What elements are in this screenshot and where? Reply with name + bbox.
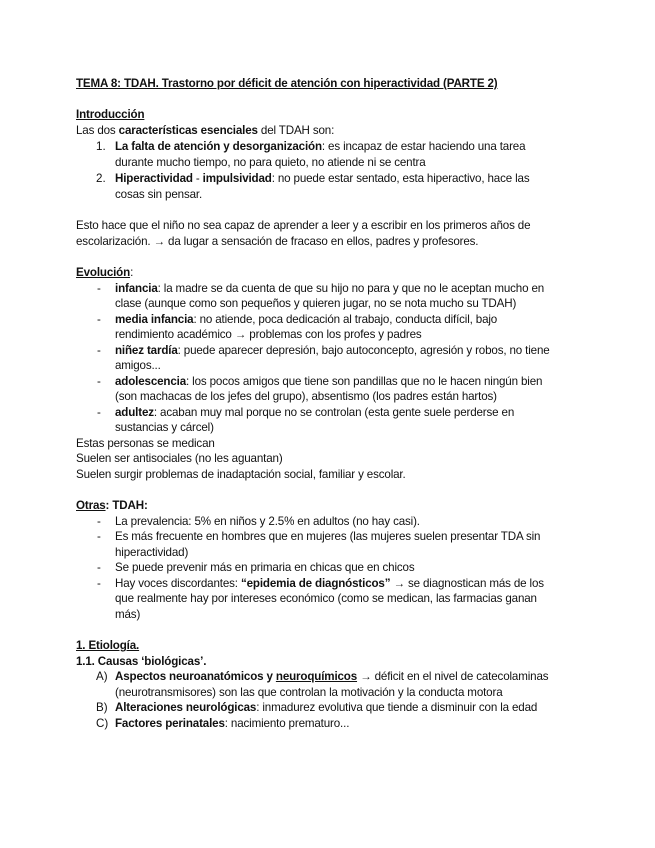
list-item-continuation: (neurotransmisores) son las que controlan la motivación y la conducta motora (115, 686, 503, 699)
list-marker: C) (96, 717, 109, 730)
list-marker: - (97, 530, 101, 543)
paragraph-line: escolarización. → da lugar a sensación de fracaso en ellos, padres y profesores. (76, 235, 479, 248)
paragraph-line: Esto hace que el niño no sea capaz de aprender a leer y a escribir en los primeros años de (76, 219, 531, 232)
list-marker: 2. (96, 172, 106, 185)
list-marker: - (97, 375, 101, 388)
list-item-continuation: sustancias y cárcel) (115, 421, 214, 434)
list-item: Hay voces discordantes: “epidemia de diagnósticos” → se diagnostican más de los (115, 577, 544, 590)
list-item: La falta de atención y desorganización: es incapaz de estar haciendo una tarea (115, 140, 526, 153)
list-item-continuation: hiperactividad) (115, 546, 189, 559)
document-title: TEMA 8: TDAH. Trastorno por déficit de atención con hiperactividad (PARTE 2) (76, 77, 498, 90)
list-item: Aspectos neuroanatómicos y neuroquímicos → déficit en el nivel de catecolaminas (115, 670, 549, 683)
intro-heading: Introducción (76, 108, 145, 121)
list-marker: - (97, 561, 101, 574)
list-item-continuation: amigos... (115, 359, 161, 372)
list-item-continuation: durante mucho tiempo, no para quieto, no atiende ni se centra (115, 156, 426, 169)
list-item: Hiperactividad - impulsividad: no puede estar sentado, esta hiperactivo, hace las (115, 172, 530, 185)
list-marker: - (97, 406, 101, 419)
list-item: La prevalencia: 5% en niños y 2.5% en adultos (no hay casi). (115, 515, 420, 528)
list-marker: 1. (96, 140, 106, 153)
list-item: Alteraciones neurológicas: inmadurez evolutiva que tiende a disminuir con la edad (115, 701, 538, 714)
etiologia-heading: 1. Etiología. (76, 639, 140, 652)
list-item-continuation: rendimiento académico → problemas con los profes y padres (115, 328, 422, 341)
paragraph-line: Estas personas se medican (76, 437, 215, 450)
list-item: Factores perinatales: nacimiento prematuro... (115, 717, 350, 730)
list-marker: A) (96, 670, 108, 683)
list-marker: - (97, 313, 101, 326)
list-item: Se puede prevenir más en primaria en chicas que en chicos (115, 561, 415, 574)
list-marker: - (97, 344, 101, 357)
list-item-continuation: más) (115, 608, 141, 621)
list-item: infancia: la madre se da cuenta de que su hijo no para y que no le aceptan mucho en (115, 282, 545, 295)
list-marker: - (97, 515, 101, 528)
list-item: Es más frecuente en hombres que en mujeres (las mujeres suelen presentar TDA sin (115, 530, 541, 543)
evolucion-heading: Evolución: (76, 266, 134, 279)
list-marker: - (97, 577, 101, 590)
list-item-continuation: que realmente hay por intereses económico (como se medican, las farmacias ganan (115, 592, 537, 605)
paragraph-line: Suelen surgir problemas de inadaptación social, familiar y escolar. (76, 468, 406, 481)
list-item-continuation: clase (aunque como son pequeños y quieren jugar, no se nota mucho su TDAH) (115, 297, 517, 310)
list-item: adultez: acaban muy mal porque no se controlan (esta gente suele perderse en (115, 406, 515, 419)
list-item-continuation: cosas sin pensar. (115, 188, 203, 201)
otras-heading: Otras: TDAH: (76, 499, 148, 512)
paragraph-line: Suelen ser antisociales (no les aguantan) (76, 452, 283, 465)
list-item: adolescencia: los pocos amigos que tiene son pandillas que no le hacen ningún bien (115, 375, 543, 388)
list-marker: B) (96, 701, 108, 714)
etiologia-subheading: 1.1. Causas ‘biológicas’. (76, 655, 207, 668)
list-item-continuation: (son machacas de los jefes del grupo), absentismo (los padres están hartos) (115, 390, 497, 403)
list-item: media infancia: no atiende, poca dedicación al trabajo, conducta difícil, bajo (115, 313, 498, 326)
intro-lead: Las dos características esenciales del TDAH son: (76, 124, 335, 137)
list-item: niñez tardía: puede aparecer depresión, bajo autoconcepto, agresión y robos, no tiene (115, 344, 550, 357)
list-marker: - (97, 282, 101, 295)
